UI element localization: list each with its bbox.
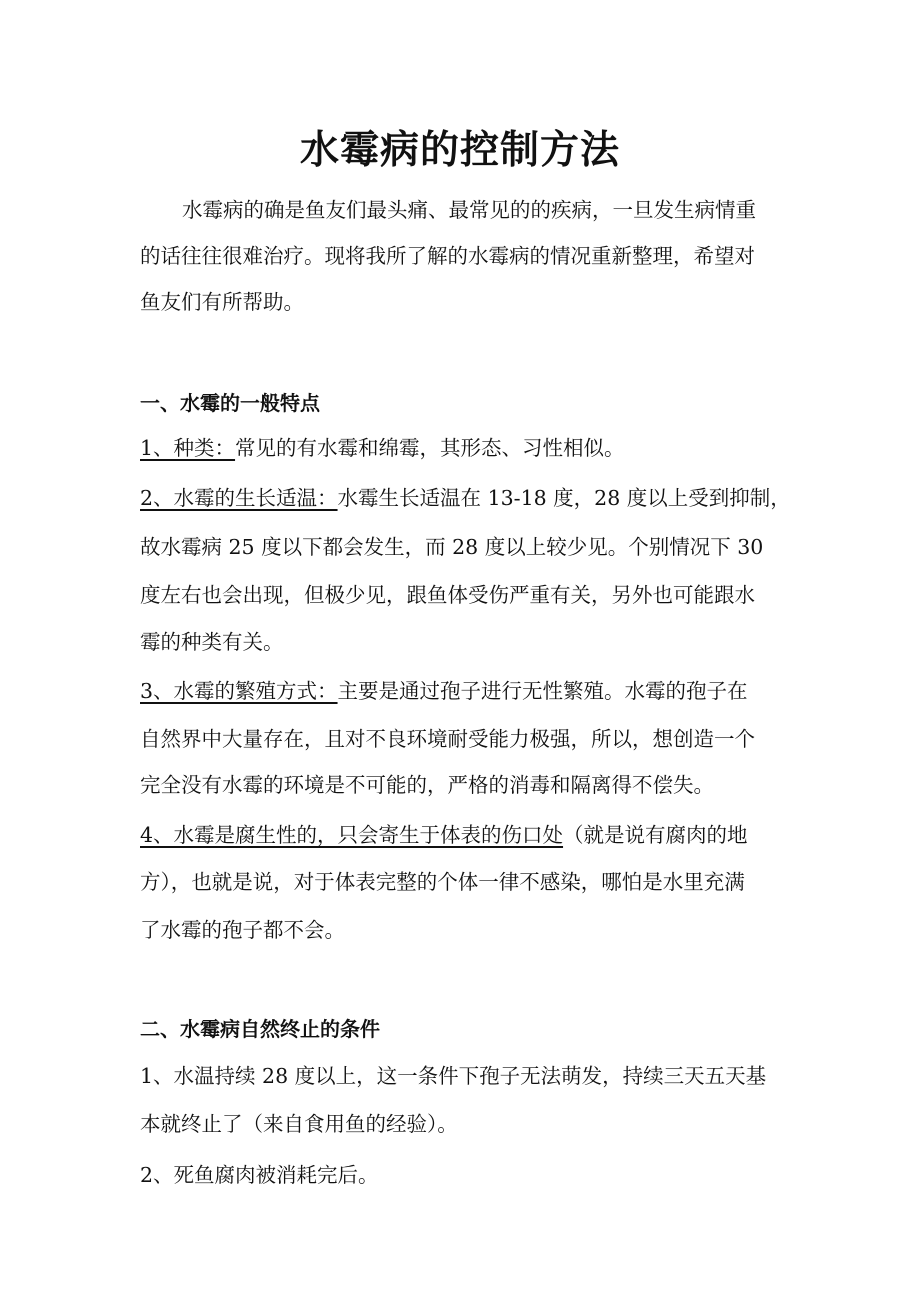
item-2-label: 2、水霉的生长适温：	[140, 486, 338, 510]
section-1-item-2-line-3: 度左右也会出现，但极少见，跟鱼体受伤严重有关，另外也可能跟水	[140, 583, 755, 607]
item-4-text: （就是说有腐肉的地	[563, 823, 748, 847]
intro-line-3: 鱼友们有所帮助。	[140, 290, 304, 314]
intro-line-2: 的话往往很难治疗。现将我所了解的水霉病的情况重新整理，希望对	[140, 244, 755, 268]
section-2-item-2: 2、死鱼腐肉被消耗完后。	[140, 1163, 379, 1187]
section-1-item-3-line-2: 自然界中大量存在，且对不良环境耐受能力极强，所以，想创造一个	[140, 727, 755, 751]
section-1-item-4-line-2: 方），也就是说，对于体表完整的个体一律不感染，哪怕是水里充满	[140, 870, 745, 894]
section-1-item-4	[140, 812, 800, 858]
section-1-item-3-line-3: 完全没有水霉的环境是不可能的，严格的消毒和隔离得不偿失。	[140, 773, 714, 797]
document-title: 水霉病的控制方法	[299, 127, 620, 173]
section-2-item-1: 1、水温持续 28 度以上，这一条件下孢子无法萌发，持续三天五天基	[140, 1064, 767, 1088]
section-1-heading: 一、水霉的一般特点	[140, 391, 320, 415]
intro-line-1: 水霉病的确是鱼友们最头痛、最常见的的疾病，一旦发生病情重	[182, 198, 756, 222]
section-1-item-4-line-3: 了水霉的孢子都不会。	[140, 918, 345, 942]
item-1-text: 常见的有水霉和绵霉，其形态、习性相似。	[235, 436, 625, 460]
section-1-item-2-line-2: 故水霉病 25 度以下都会发生，而 28 度以上较少见。个别情况下 30	[140, 535, 764, 559]
section-2-heading: 二、水霉病自然终止的条件	[140, 1017, 380, 1041]
item-1-label: 1、种类：	[140, 436, 236, 460]
item-3-label: 3、水霉的繁殖方式：	[140, 679, 338, 703]
section-1-item-3	[140, 668, 800, 714]
item-4-label: 4、水霉是腐生性的，只会寄生于体表的伤口处	[140, 823, 564, 847]
item-3-text: 主要是通过孢子进行无性繁殖。水霉的孢子在	[337, 679, 748, 703]
section-2-item-1-line-2: 本就终止了（来自食用鱼的经验）。	[140, 1112, 458, 1136]
section-1-item-2	[140, 475, 800, 521]
item-2-text: 水霉生长适温在 13-18 度，28 度以上受到抑制，	[337, 486, 791, 510]
section-1-item-1	[140, 425, 800, 471]
section-1-item-2-line-4: 霉的种类有关。	[140, 630, 284, 654]
